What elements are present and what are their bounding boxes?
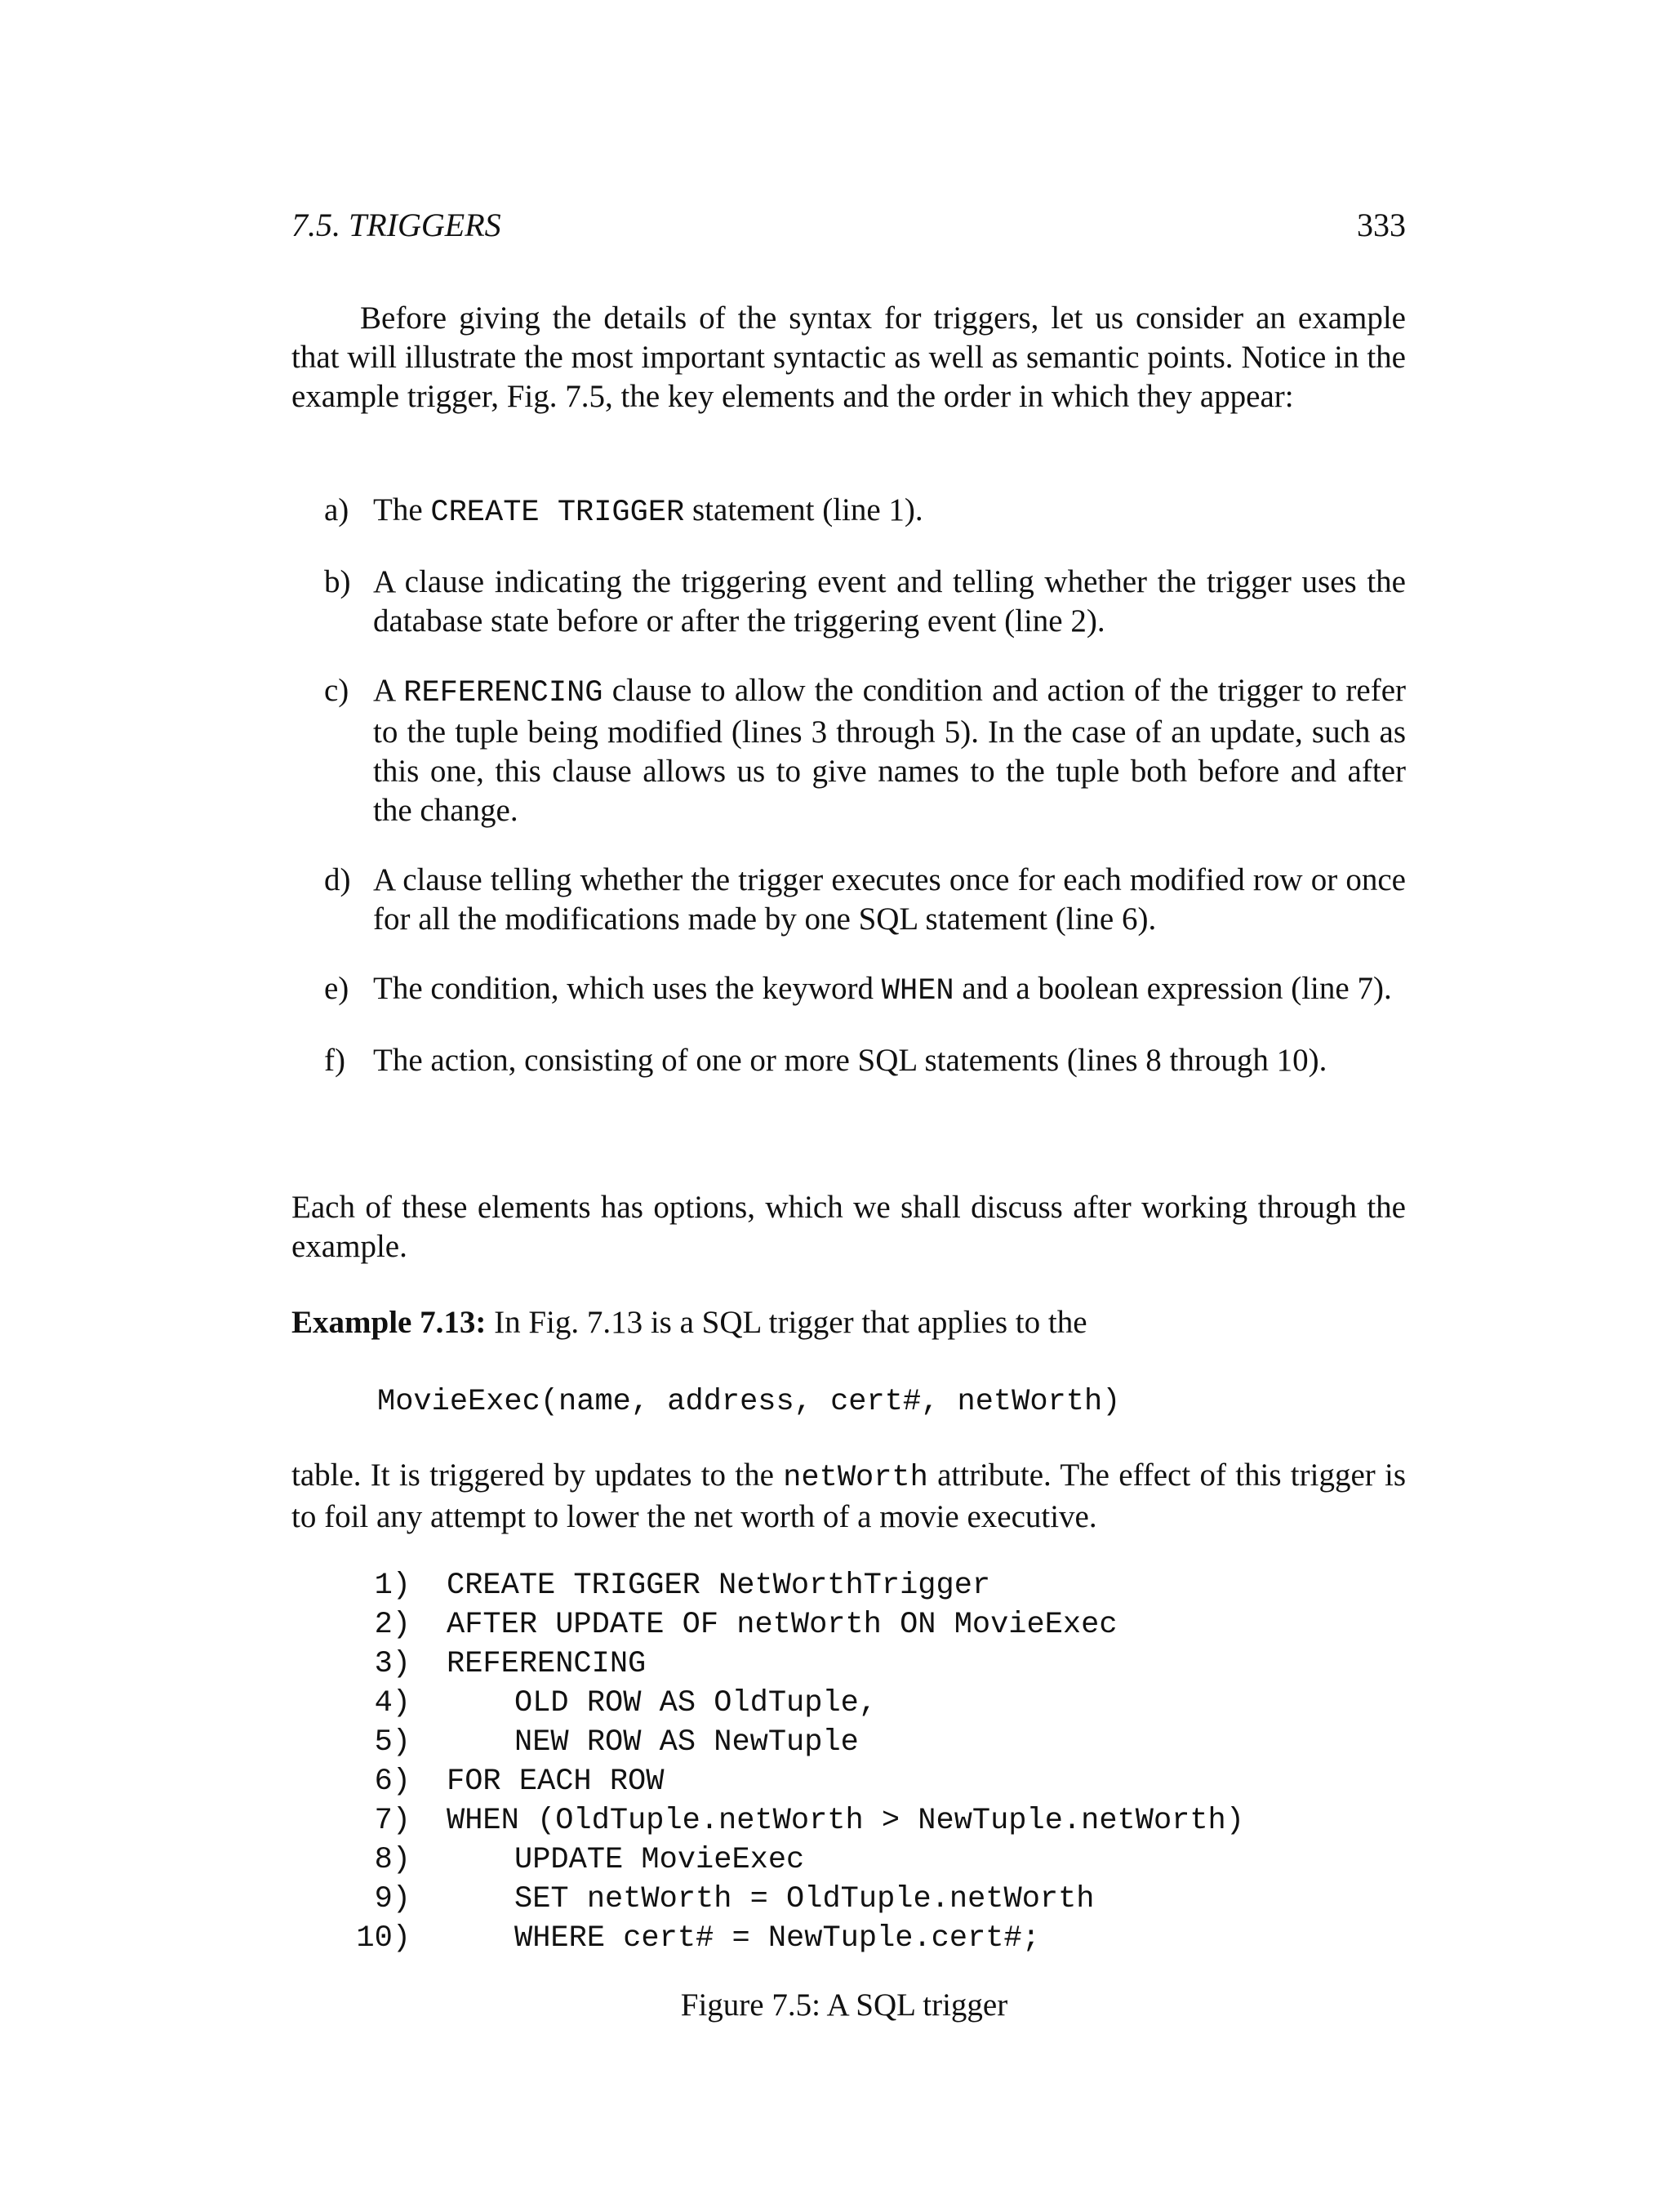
code-line	[355, 1645, 647, 1684]
code-line-text: SET netWorth = OldTuple.netWorth	[514, 1882, 1095, 1916]
list-item-text: The condition, which uses the keyword	[373, 971, 882, 1006]
list-marker: a)	[324, 492, 349, 527]
list-item	[324, 861, 1406, 939]
code-line	[355, 1840, 805, 1880]
code-line-number: 7)	[374, 1804, 411, 1838]
code-line	[355, 1919, 1040, 1958]
running-title: 7.5. TRIGGERS	[291, 207, 501, 243]
sql-trigger-code	[355, 1566, 1244, 1958]
list-marker: b)	[324, 564, 351, 599]
example-heading	[291, 1303, 1406, 1342]
code-line-number: 3)	[374, 1647, 411, 1681]
inline-code: CREATE TRIGGER	[430, 496, 685, 530]
list-item	[324, 969, 1406, 1011]
code-line	[355, 1684, 878, 1723]
code-line-number: 10)	[356, 1921, 411, 1956]
page-number: 333	[1357, 207, 1406, 243]
list-item-text: statement (line 1).	[684, 492, 923, 527]
code-line-number: 8)	[374, 1843, 411, 1877]
code-line	[355, 1801, 1244, 1840]
list-item-text: The	[373, 492, 431, 527]
code-line-text: REFERENCING	[447, 1647, 647, 1681]
code-line-text: WHEN (OldTuple.netWorth > NewTuple.netWorth)	[447, 1804, 1244, 1838]
inline-code: WHEN	[881, 974, 954, 1008]
example-label: Example 7.13:	[291, 1305, 487, 1340]
list-item	[324, 563, 1406, 641]
figure-caption: Figure 7.5: A SQL trigger	[680, 1987, 1008, 2023]
code-line-text: AFTER UPDATE OF netWorth ON MovieExec	[447, 1608, 1118, 1642]
code-line-text: OLD ROW AS OldTuple,	[514, 1686, 878, 1720]
code-line-text: FOR EACH ROW	[447, 1765, 665, 1799]
trigger-elements-list	[324, 491, 1406, 1110]
inline-code: REFERENCING	[403, 676, 603, 710]
code-line	[355, 1880, 1095, 1919]
list-item-text: A clause telling whether the trigger executes once for each modified row or once for all the modifications made by one SQL statement (line 6).	[373, 862, 1406, 937]
example-text: In Fig. 7.13 is a SQL trigger that applies to the	[486, 1305, 1087, 1340]
list-item	[324, 1041, 1406, 1080]
list-item-text: and a boolean expression (line 7).	[954, 971, 1392, 1006]
code-line-text: WHERE cert# = NewTuple.cert#;	[514, 1921, 1040, 1956]
code-line-number: 9)	[374, 1882, 411, 1916]
code-line-number: 4)	[374, 1686, 411, 1720]
table-paragraph-text: attribute. The effect of this trigger is to foil any attempt to lower the net worth of a movie executive.	[291, 1458, 1407, 1534]
elements-options-paragraph: Each of these elements has options, which we shall discuss after working through the example.	[291, 1190, 1406, 1264]
schema-line: MovieExec(name, address, cert#, netWorth)	[377, 1385, 1121, 1419]
inline-code: netWorth	[783, 1461, 928, 1495]
list-item-text: The action, consisting of one or more SQL statements (lines 8 through 10).	[373, 1043, 1327, 1078]
code-line-number: 1)	[374, 1569, 411, 1603]
code-line-text: CREATE TRIGGER NetWorthTrigger	[447, 1569, 991, 1603]
table-paragraph-text: table. It is triggered by updates to the	[291, 1458, 784, 1493]
code-line	[355, 1566, 991, 1605]
code-line	[355, 1762, 665, 1801]
list-marker: d)	[324, 862, 351, 897]
code-line-number: 2)	[374, 1608, 411, 1642]
code-line-text: UPDATE MovieExec	[514, 1843, 805, 1877]
list-marker: e)	[324, 971, 349, 1006]
list-item-text: clause to allow the condition and action of the trigger to refer to the tuple being modified (lines 3 through 5). In the case of an update, such as this one, this clause allows us to give names to the tuple both before and after the change.	[373, 673, 1407, 828]
list-item	[324, 491, 1406, 532]
list-marker: f)	[324, 1043, 345, 1078]
code-line-text: NEW ROW AS NewTuple	[514, 1725, 859, 1760]
code-line	[355, 1723, 859, 1762]
list-item-text: A	[373, 673, 404, 708]
list-item	[324, 671, 1406, 830]
code-line-number: 6)	[374, 1765, 411, 1799]
list-marker: c)	[324, 673, 349, 708]
code-line	[355, 1605, 1118, 1645]
intro-paragraph: Before giving the details of the syntax for triggers, let us consider an example that will illustrate the most important syntactic as well as semantic points. Notice in the example trigger, Fig. 7.5, the key elements and the order in which they appear:	[291, 300, 1406, 414]
list-item-text: A clause indicating the triggering event and telling whether the trigger uses the database state before or after the triggering event (line 2).	[373, 564, 1406, 639]
table-paragraph	[291, 1456, 1406, 1537]
code-line-number: 5)	[374, 1725, 411, 1760]
